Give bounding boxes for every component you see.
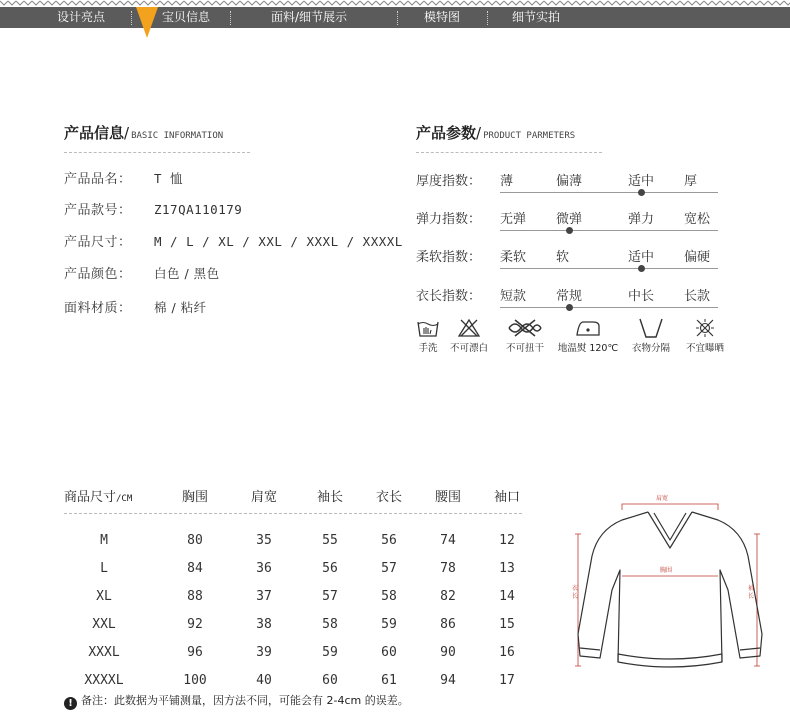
param-option: 薄 (500, 174, 514, 189)
size-value-cell: 86 (440, 617, 456, 632)
size-table-unit: /CM (116, 494, 133, 504)
product-params-heading: 产品参数/ PRODUCT PARMETERS (416, 124, 576, 142)
size-value-cell: 100 (183, 673, 207, 688)
size-table-header: 胸围 (181, 490, 208, 505)
product-info-title-en: BASIC INFORMATION (131, 131, 224, 141)
param-option: 中长 (628, 289, 655, 304)
size-table-title-text: 商品尺寸 (64, 490, 117, 505)
size-value-cell: 94 (440, 673, 456, 688)
size-value-cell: 15 (499, 617, 515, 632)
param-option: 宽松 (684, 212, 711, 227)
info-value: 白色 / 黑色 (154, 266, 220, 281)
param-option: 弹力 (628, 212, 655, 227)
info-label: 产品颜色： (64, 267, 132, 282)
care-label: 衣物分隔 (631, 343, 670, 354)
size-table-title (64, 486, 132, 505)
size-value-cell: 61 (381, 673, 397, 688)
no-sun-icon (693, 318, 717, 338)
size-value-cell: 84 (187, 561, 203, 576)
no-wring-icon (505, 318, 545, 338)
param-selected-marker (566, 304, 573, 311)
product-params-title: 产品参数 (416, 124, 477, 142)
param-option: 偏硬 (684, 250, 711, 265)
note-text: 备注：此数据为平铺测量，因方法不同，可能会有 2-4cm 的误差。 (81, 694, 409, 707)
param-label: 弹力指数： (416, 212, 482, 227)
size-table-header: 袖长 (316, 490, 343, 505)
size-value-cell: 88 (187, 589, 203, 604)
param-option: 适中 (628, 250, 655, 265)
sleeve-label (748, 584, 754, 600)
size-value-cell: 92 (187, 617, 203, 632)
nav-divider (487, 11, 488, 25)
nav-divider (230, 11, 231, 25)
param-selected-marker (566, 227, 573, 234)
param-scale-line (500, 192, 718, 193)
nav-item-fabric-details[interactable]: 面料/细节展示 (271, 10, 348, 24)
size-cell: L (100, 561, 108, 576)
param-scale-line (500, 230, 718, 231)
vertical-label-char: 长 (748, 593, 755, 600)
measurement-note (64, 692, 409, 710)
param-option: 软 (556, 250, 570, 265)
info-value: Z17QA110179 (154, 202, 243, 217)
size-value-cell: 16 (499, 645, 515, 660)
size-value-cell: 78 (440, 561, 456, 576)
nav-item-model-photos[interactable]: 模特图 (424, 10, 461, 24)
size-value-cell: 58 (381, 589, 397, 604)
size-cell: XXXXL (84, 673, 124, 688)
vertical-label-char: 长 (572, 593, 579, 600)
nav-item-design-highlights[interactable]: 设计亮点 (57, 10, 106, 24)
param-option: 偏薄 (556, 174, 583, 189)
care-low-iron (555, 318, 621, 360)
size-value-cell: 60 (322, 673, 338, 688)
care-label: 地温熨 120℃ (557, 343, 619, 354)
product-info-title: 产品信息 (64, 124, 125, 142)
vertical-label-char: 袖 (748, 585, 755, 592)
param-label: 衣长指数： (416, 289, 482, 304)
param-option: 厚 (684, 174, 698, 189)
size-value-cell: 82 (440, 589, 456, 604)
info-row-material (64, 297, 207, 316)
active-nav-indicator (136, 7, 158, 38)
section-nav-bar (0, 7, 790, 28)
param-selected-marker (638, 189, 645, 196)
info-label: 产品尺寸： (64, 235, 132, 250)
shoulder-label: 肩宽 (656, 495, 669, 502)
info-row-style-no (64, 199, 242, 218)
size-value-cell: 96 (187, 645, 203, 660)
care-label: 手洗 (418, 343, 438, 354)
size-value-cell: 37 (256, 589, 272, 604)
param-label: 厚度指数： (416, 174, 482, 189)
size-value-cell: 59 (322, 645, 338, 660)
chest-label: 胸围 (660, 567, 673, 574)
size-value-cell: 57 (381, 561, 397, 576)
size-value-cell: 40 (256, 673, 272, 688)
size-cell: XL (96, 589, 112, 604)
size-value-cell: 12 (499, 533, 515, 548)
size-value-cell: 74 (440, 533, 456, 548)
nav-divider (131, 11, 132, 25)
param-scale-line (500, 268, 718, 269)
divider (64, 152, 250, 153)
size-value-cell: 14 (499, 589, 515, 604)
size-value-cell: 17 (499, 673, 515, 688)
param-label: 柔软指数： (416, 250, 482, 265)
product-info-heading: 产品信息/ BASIC INFORMATION (64, 124, 224, 142)
param-selected-marker (638, 265, 645, 272)
size-value-cell: 38 (256, 617, 272, 632)
care-label: 不可漂白 (449, 343, 488, 354)
no-bleach-icon (457, 318, 481, 338)
garment-measurement-diagram (570, 486, 770, 686)
size-value-cell: 36 (256, 561, 272, 576)
param-scale-line (500, 307, 718, 308)
info-row-sizes (64, 231, 403, 250)
info-label: 产品品名： (64, 172, 132, 187)
info-row-name (64, 168, 183, 187)
size-value-cell: 57 (322, 589, 338, 604)
size-cell: M (100, 533, 108, 548)
size-value-cell: 59 (381, 617, 397, 632)
top-border-pattern (0, 0, 790, 7)
info-label: 产品款号： (64, 203, 132, 218)
size-value-cell: 90 (440, 645, 456, 660)
care-hand-wash (414, 318, 442, 360)
care-no-bleach (444, 318, 494, 360)
size-value-cell: 60 (381, 645, 397, 660)
product-params-title-en: PRODUCT PARMETERS (483, 131, 576, 141)
divider (416, 152, 602, 153)
size-value-cell: 58 (322, 617, 338, 632)
param-option: 适中 (628, 174, 655, 189)
size-value-cell: 55 (322, 533, 338, 548)
size-table-header: 肩宽 (250, 490, 277, 505)
nav-item-detail-shots[interactable]: 细节实拍 (512, 10, 561, 24)
info-row-colors (64, 263, 220, 282)
size-value-cell: 80 (187, 533, 203, 548)
low-iron-icon (573, 318, 603, 338)
divider (64, 513, 522, 514)
nav-item-product-info[interactable]: 宝贝信息 (162, 10, 211, 24)
info-value: 棉 / 粘纤 (154, 300, 207, 315)
length-label (572, 584, 578, 600)
param-option: 短款 (500, 289, 527, 304)
info-value: T 恤 (154, 171, 184, 186)
param-option: 柔软 (500, 250, 527, 265)
alert-icon: ! (64, 697, 77, 710)
param-option: 常规 (556, 289, 583, 304)
care-label: 不可扭干 (505, 343, 544, 354)
hand-wash-icon (416, 318, 440, 338)
separate-wash-icon (637, 318, 665, 338)
param-option: 微弹 (556, 212, 583, 227)
care-no-sun (680, 318, 730, 360)
info-label: 面料材质： (64, 301, 132, 316)
care-no-wring (500, 318, 550, 360)
info-value: M / L / XL / XXL / XXXL / XXXXL (154, 234, 403, 249)
size-value-cell: 56 (381, 533, 397, 548)
size-value-cell: 39 (256, 645, 272, 660)
size-table-header: 袖口 (493, 490, 520, 505)
vertical-label-char: 衣 (572, 585, 579, 592)
size-cell: XXXL (88, 645, 120, 660)
size-value-cell: 35 (256, 533, 272, 548)
param-option: 无弹 (500, 212, 527, 227)
size-table-header: 腰围 (434, 490, 461, 505)
size-table-header: 衣长 (375, 490, 402, 505)
care-separate-wash (626, 318, 676, 360)
nav-divider (397, 11, 398, 25)
size-value-cell: 56 (322, 561, 338, 576)
param-option: 长款 (684, 289, 711, 304)
care-label: 不宜曝晒 (685, 343, 724, 354)
size-value-cell: 13 (499, 561, 515, 576)
size-cell: XXL (92, 617, 116, 632)
